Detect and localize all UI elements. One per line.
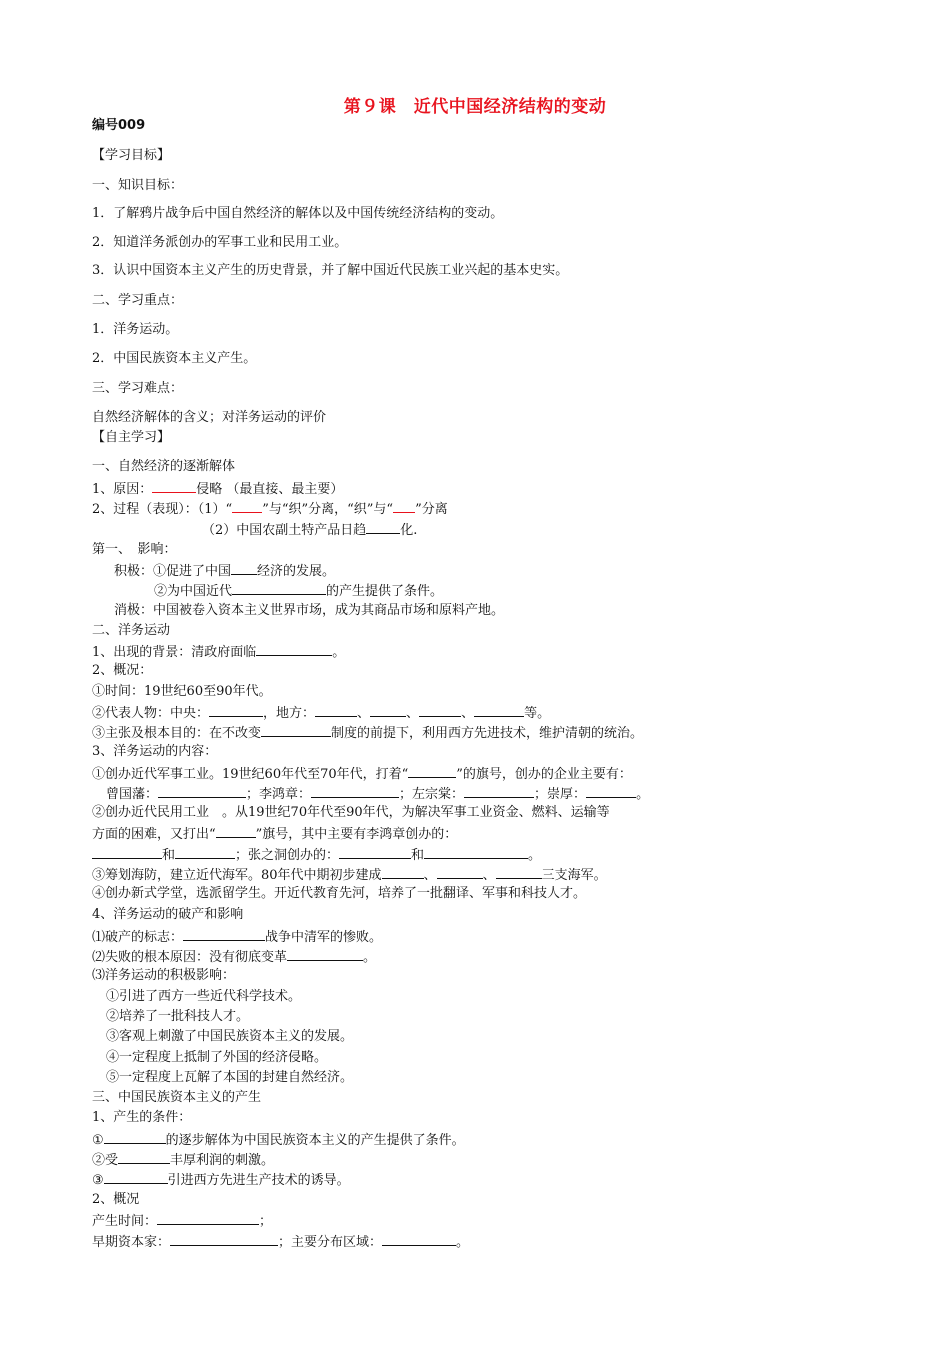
answer-blank[interactable] [183,928,265,941]
aim-line: ③主张及根本目的：在不改变 制度的前提下，利用西方先进技术，维护清朝的统治。 [92,726,644,741]
civil-line: ②创办近代民用工业 。从19世纪70年代至90年代，为解决军事工业资金、燃料、运输等 [92,805,610,820]
answer-blank[interactable] [382,866,424,879]
answer-blank[interactable] [393,500,415,513]
answer-blank[interactable] [586,785,636,798]
answer-blank[interactable] [104,1131,166,1144]
answer-blank[interactable] [424,846,528,859]
background-line: 1、出现的背景：清政府面临 。 [92,645,346,660]
effect-item: ①引进了西方一些近代科学技术。 [106,989,302,1004]
difficult-text: 自然经济解体的含义；对洋务运动的评价 [92,410,327,425]
key-item: 2．中国民族资本主义产生。 [92,351,257,366]
answer-blank[interactable] [92,846,162,859]
effect-item: ⑤一定程度上瓦解了本国的封建自然经济。 [106,1070,354,1085]
representatives-line: ②代表人物：中央： ，地方： 、 、 、 等。 [92,706,551,721]
doc-code: 编号009 [92,118,146,133]
key-item: 1．洋务运动。 [92,322,179,337]
answer-blank[interactable] [370,704,406,717]
civil-line: 方面的困难，又打出“ ”旗号，其中主要有李鸿章创办的： [92,827,458,842]
knowledge-item: 3．认识中国资本主义产生的历史背景，并了解中国近代民族工业兴起的基本史实。 [92,263,569,278]
answer-blank[interactable] [366,521,400,534]
answer-blank[interactable] [419,704,461,717]
conditions-heading: 1、产生的条件： [92,1110,192,1125]
answer-blank[interactable] [311,785,399,798]
answer-blank[interactable] [474,704,524,717]
answer-blank[interactable] [464,785,534,798]
overview-heading: 2、概况 [92,1192,140,1207]
self-study-heading: 【自主学习】 [92,430,171,445]
difficult-heading: 三、学习难点： [92,381,184,396]
process-line: 2、过程（表现）：（1）“ ”与“织”分离，“织”与“ ”分离 [92,502,448,517]
page-title: 第９课 近代中国经济结构的变动 [343,97,607,117]
failure-line: ⑵失败的根本原因：没有彻底变革 。 [92,950,377,965]
knowledge-item: 2．知道洋务派创办的军事工业和民用工业。 [92,235,348,250]
answer-blank[interactable] [232,582,326,595]
answer-blank[interactable] [118,1151,170,1164]
cause-line: 1、原因： 侵略 （最直接、最主要） [92,482,344,497]
answer-blank[interactable] [382,1233,456,1246]
answer-blank[interactable] [158,785,246,798]
section-heading: 二、洋务运动 [92,623,171,638]
military-line: ①创办近代军事工业。19世纪60年代至70年代，打着“ ”的旗号，创办的企业主要有： [92,767,632,782]
effect-item: ②培养了一批科技人才。 [106,1009,250,1024]
civil-line: 和 ；张之洞创办的： 和 。 [92,846,541,864]
positive-line: 积极：①促进了中国 经济的发展。 [114,564,336,579]
impact-heading: 第一、 影响： [92,542,177,557]
condition-line: ②受 丰厚利润的刺激。 [92,1153,275,1168]
answer-blank[interactable] [287,948,363,961]
negative-line: 消极：中国被卷入资本主义世界市场，成为其商品市场和原料产地。 [114,603,505,618]
content-heading: 3、洋务运动的内容： [92,744,218,759]
condition-line: ① 的逐步解体为中国民族资本主义的产生提供了条件。 [92,1133,465,1148]
condition-line: ③ 引进西方先进生产技术的诱导。 [92,1173,350,1188]
key-heading: 二、学习重点： [92,293,184,308]
answer-blank[interactable] [261,724,331,737]
navy-line: ③筹划海防，建立近代海军。80年代中期初步建成 、 、 三支海军。 [92,868,607,883]
knowledge-item: 1．了解鸦片战争后中国自然经济的解体以及中国传统经济结构的变动。 [92,206,504,221]
effects-heading: ⑶洋务运动的积极影响： [92,968,236,983]
answer-blank[interactable] [152,480,196,493]
section-heading: 一、自然经济的逐渐解体 [92,459,236,474]
answer-blank[interactable] [216,825,256,838]
positive-line: ②为中国近代 的产生提供了条件。 [154,584,444,599]
failure-line: ⑴破产的标志： 战争中清军的惨败。 [92,930,383,945]
time-line: ①时间：19世纪60至90年代。 [92,684,272,699]
effect-item: ③客观上刺激了中国民族资本主义的发展。 [106,1029,354,1044]
overview-heading: 2、概况： [92,663,153,678]
answer-blank[interactable] [209,704,263,717]
capitalists-line: 早期资本家： ；主要分布区域： 。 [92,1235,470,1250]
military-line: 曾国藩： ；李鸿章： ；左宗棠： ；崇厚： 。 [106,787,650,802]
school-line: ④创办新式学堂，选派留学生。开近代教育先河，培养了一批翻译、军事和科技人才。 [92,886,587,901]
time-line: 产生时间： ； [92,1214,273,1229]
failure-heading: 4、洋务运动的破产和影响 [92,907,244,922]
answer-blank[interactable] [496,866,542,879]
answer-blank[interactable] [170,1233,278,1246]
answer-blank[interactable] [437,866,483,879]
answer-blank[interactable] [231,562,257,575]
section-heading: 三、中国民族资本主义的产生 [92,1090,262,1105]
objectives-heading: 【学习目标】 [92,148,171,163]
answer-blank[interactable] [175,846,235,859]
process-line: （2）中国农副土特产品日趋 化. [202,523,418,538]
answer-blank[interactable] [104,1171,168,1184]
answer-blank[interactable] [157,1212,259,1225]
answer-blank[interactable] [256,643,332,656]
knowledge-heading: 一、知识目标： [92,178,184,193]
answer-blank[interactable] [339,846,411,859]
answer-blank[interactable] [408,765,456,778]
answer-blank[interactable] [232,500,262,513]
effect-item: ④一定程度上抵制了外国的经济侵略。 [106,1050,328,1065]
answer-blank[interactable] [315,704,357,717]
